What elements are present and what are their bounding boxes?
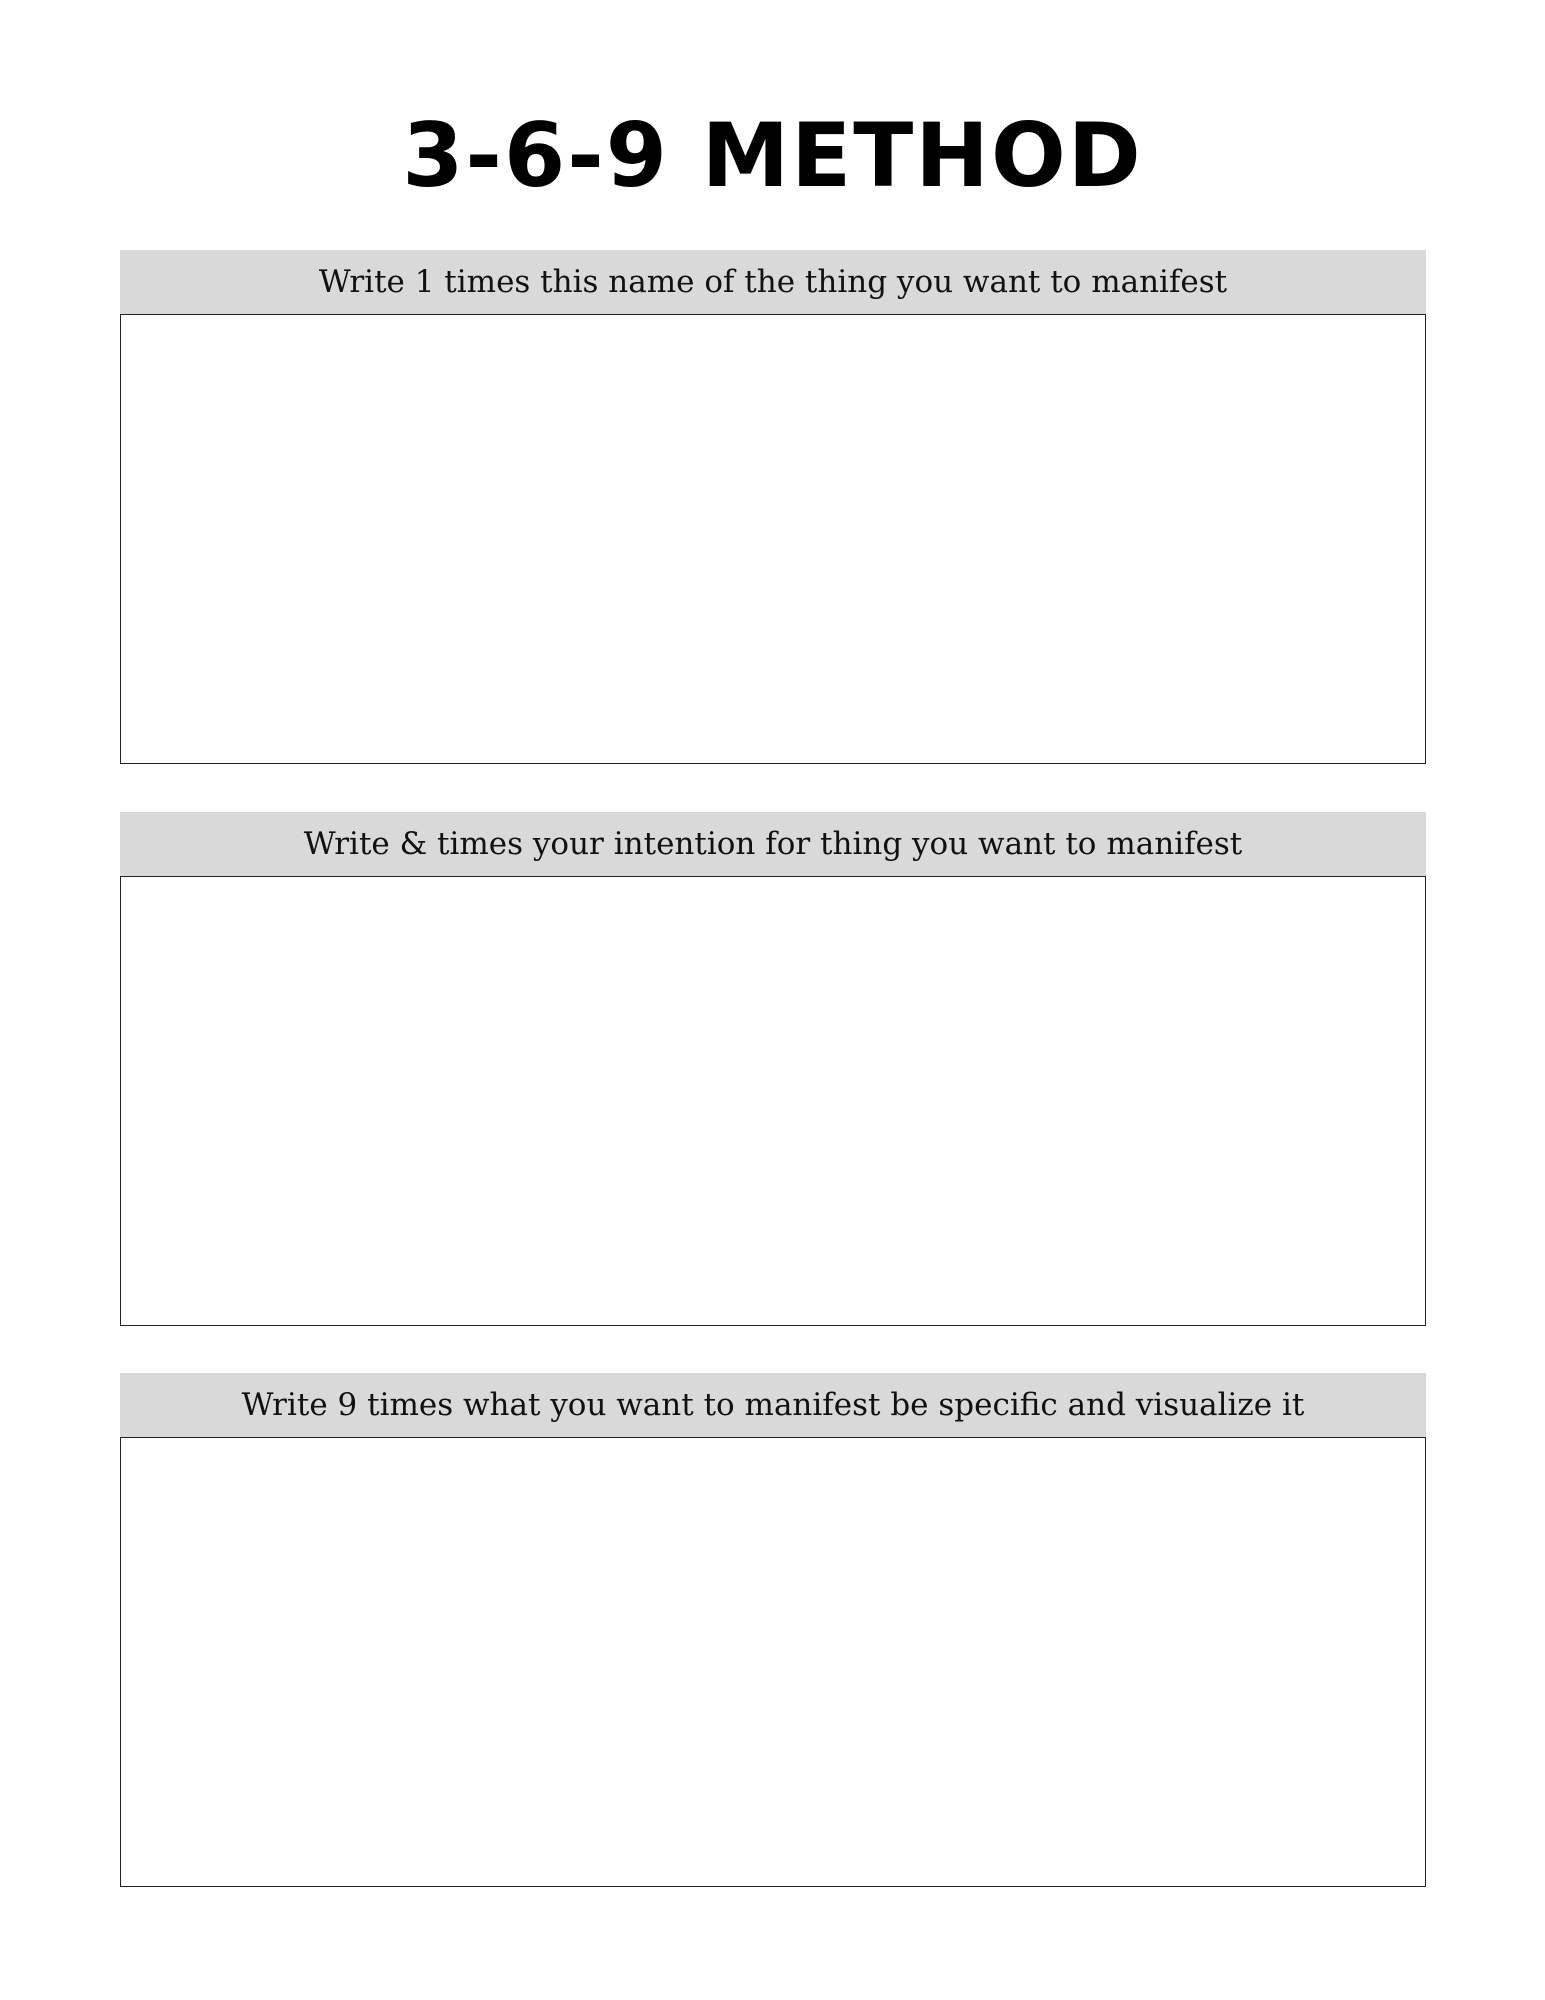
section-visualize (120, 1373, 1426, 1887)
section-prompt: Write & times your intention for thing you want to manifest (303, 826, 1243, 862)
section-intention (120, 812, 1426, 1326)
section-name (120, 250, 1426, 764)
section-header (120, 250, 1426, 314)
section-prompt: Write 9 times what you want to manifest be specific and visualize it (241, 1387, 1305, 1423)
page-title: 3-6-9 METHOD (402, 104, 1143, 207)
writing-box-visualize[interactable] (120, 1437, 1426, 1887)
writing-box-name[interactable] (120, 314, 1426, 764)
writing-box-intention[interactable] (120, 876, 1426, 1326)
section-header (120, 1373, 1426, 1437)
section-prompt: Write 1 times this name of the thing you want to manifest (318, 264, 1228, 300)
section-header (120, 812, 1426, 876)
